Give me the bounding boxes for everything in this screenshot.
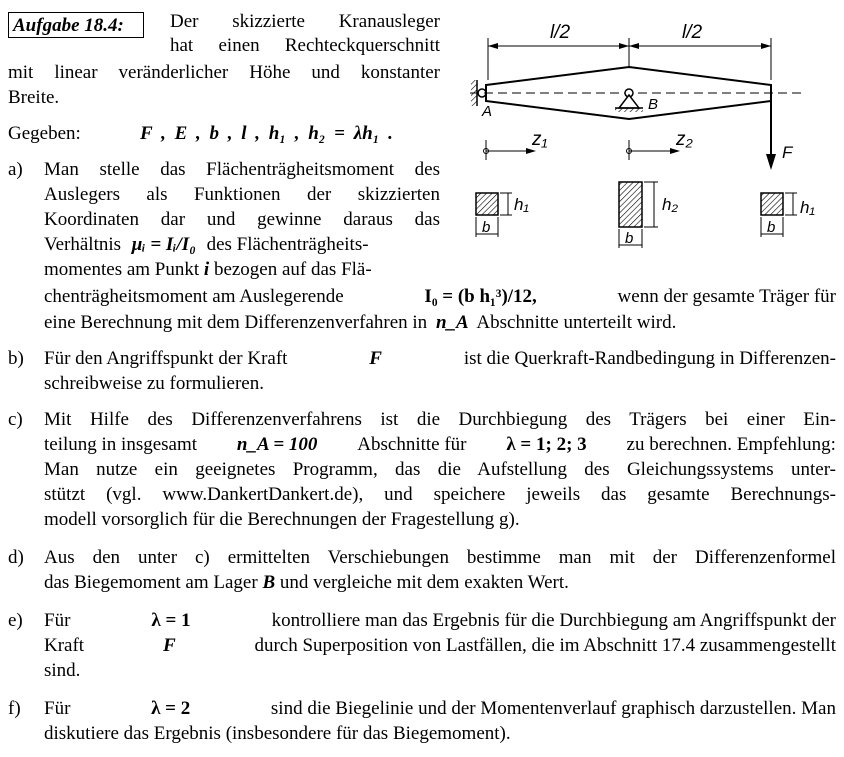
- item-e-line-3: sind.: [44, 660, 81, 681]
- dim-arrow-1: [488, 43, 498, 49]
- text-eine-berechnung: eine Berechnung mit dem Differenzenverfahren in: [44, 312, 428, 333]
- intro-line-4: Breite.: [8, 87, 60, 108]
- text-kontrolliere: kontrolliere man das Ergebnis für die Durchbiegung am Angriffspunkt der: [271, 610, 836, 631]
- text-empfehlung: zu berechnen. Empfehlung:: [626, 434, 836, 455]
- text-abschnitte-fuer: Abschnitte für: [357, 434, 467, 455]
- text-fuer-den: Für den Angriffspunkt der Kraft: [44, 348, 288, 369]
- item-c-line-4: stützt (vgl. www.DankertDankert.de), und speichere jeweils das gesamte Berechnungs-: [44, 484, 836, 505]
- section-middle: [619, 182, 642, 227]
- item-a-line-6: [44, 285, 836, 309]
- label-B: B: [648, 96, 659, 113]
- text-abschnitte: Abschnitte unterteilt wird.: [476, 312, 677, 333]
- item-a-line-4: [44, 233, 369, 257]
- text-teilung: teilung in insgesamt: [44, 434, 198, 455]
- formula-lambda: λ = 1; 2; 3: [506, 434, 587, 455]
- label-F: F: [782, 143, 793, 162]
- label-b-right: b: [767, 219, 776, 236]
- section-right: [761, 193, 783, 215]
- item-a-line-7: [44, 311, 676, 335]
- item-c-line-5: modell vorsorglich für die Berechnungen der Fragestellung g).: [44, 509, 520, 530]
- item-a-line-3: Koordinaten dar und gewinne daraus das: [44, 209, 440, 230]
- text-fuer: Für: [44, 610, 71, 631]
- text-vergleiche: und vergleiche mit dem exakten Wert.: [279, 572, 569, 593]
- support-B-hatch: [615, 108, 643, 112]
- label-b-mid: b: [625, 230, 634, 247]
- formula-mu: μᵢ = Iᵢ/I₀: [131, 234, 196, 255]
- section-left: [476, 193, 498, 215]
- formula-I0: I₀ = (b h₁³)/12,: [424, 286, 537, 307]
- item-c-line-1: Mit Hilfe des Differenzenverfahrens ist die Durchbiegung des Trägers bei einer Ein-: [44, 409, 836, 430]
- text-wenn: wenn der gesamte Träger für: [617, 286, 836, 307]
- text-fuer-f: Für: [44, 698, 71, 719]
- label-b-left: b: [482, 219, 491, 236]
- exercise-title: Aufgabe 18.4:: [8, 12, 144, 38]
- text-verhaeltnis: Verhältnis: [44, 234, 122, 255]
- text-querkraft: ist die Querkraft-Randbedingung in Differenzen-: [463, 348, 836, 369]
- text-flaechentraeg: des Flächenträgheits-: [206, 234, 369, 255]
- formula-lambda1: λ = 1: [151, 610, 191, 631]
- symbol-i: i: [203, 259, 210, 280]
- text-biegelinie: sind die Biegelinie und der Momentenverlauf graphisch darzustellen. Man: [270, 698, 836, 719]
- item-a-line-5: [44, 258, 372, 282]
- text-biegemoment: das Biegemoment am Lager: [44, 572, 258, 593]
- item-a-label: a): [8, 159, 23, 180]
- label-h1-right: h₁: [800, 198, 815, 217]
- item-e-line-1: [44, 609, 836, 633]
- symbol-B: B: [262, 572, 276, 593]
- label-z2: z₂: [676, 129, 693, 150]
- item-b-line-2: schreibweise zu formulieren.: [44, 373, 264, 394]
- label-h1-left: h₁: [514, 195, 529, 214]
- text-superposition: durch Superposition von Lastfällen, die im Abschnitt 17.4 zusammengestellt: [254, 635, 836, 656]
- item-c-line-2: [44, 433, 836, 457]
- formula-lambda2: λ = 2: [151, 698, 191, 719]
- item-f-line-2: diskutiere das Ergebnis (insbesondere für das Biegemoment).: [44, 723, 511, 744]
- intro-line-1: Der skizzierte Kranausleger: [170, 11, 440, 32]
- formula-nA100: n_A = 100: [236, 434, 318, 455]
- label-z1: z₁: [532, 129, 548, 150]
- dim-label-right: l/2: [682, 22, 703, 43]
- text-momentes: momentes am Punkt: [44, 259, 200, 280]
- intro-line-2: hat einen Rechteckquerschnitt: [170, 35, 440, 56]
- symbol-nA: n_A: [435, 312, 469, 333]
- item-f-line-1: [44, 697, 836, 721]
- item-f-label: f): [8, 698, 21, 719]
- text-bezogen: bezogen auf das Flä-: [213, 259, 372, 280]
- symbol-F: F: [369, 348, 382, 369]
- item-e-line-2: [44, 634, 836, 658]
- item-d-line-2: [44, 571, 569, 595]
- item-d-line-1: Aus den unter c) ermittelten Verschiebungen bestimme man mit der Differenzenformel: [44, 547, 836, 568]
- label-A: A: [482, 103, 493, 120]
- text-chentraeg: chenträgheitsmoment am Auslegerende: [44, 286, 344, 307]
- dim-arrow-3: [629, 43, 639, 49]
- dim-arrow-2: [619, 43, 629, 49]
- dim-arrow-4: [761, 43, 771, 49]
- dim-label-left: l/2: [550, 22, 571, 43]
- crane-jib-figure: [460, 10, 840, 250]
- force-arrow-icon: [766, 154, 776, 170]
- item-b-label: b): [8, 348, 24, 369]
- item-c-line-3: Man nutze ein geeignetes Programm, das die Aufstellung des Gleichungssystems unter-: [44, 459, 836, 480]
- text-kraft: Kraft: [44, 635, 85, 656]
- intro-line-3: mit linear veränderlicher Höhe und konstanter: [8, 62, 440, 83]
- item-d-label: d): [8, 547, 24, 568]
- item-a-line-1: Man stelle das Flächenträgheitsmoment des: [44, 159, 440, 180]
- given-expression: F , E , b , l , h₁ , h₂ = λh₁ .: [140, 123, 393, 144]
- item-e-label: e): [8, 610, 23, 631]
- item-b-line-1: [44, 347, 836, 371]
- symbol-F-2: F: [162, 635, 176, 656]
- item-c-label: c): [8, 409, 23, 430]
- item-a-line-2: Auslegers als Funktionen der skizzierten: [44, 184, 440, 205]
- given-label: Gegeben:: [8, 123, 81, 144]
- label-h2: h₂: [662, 195, 678, 214]
